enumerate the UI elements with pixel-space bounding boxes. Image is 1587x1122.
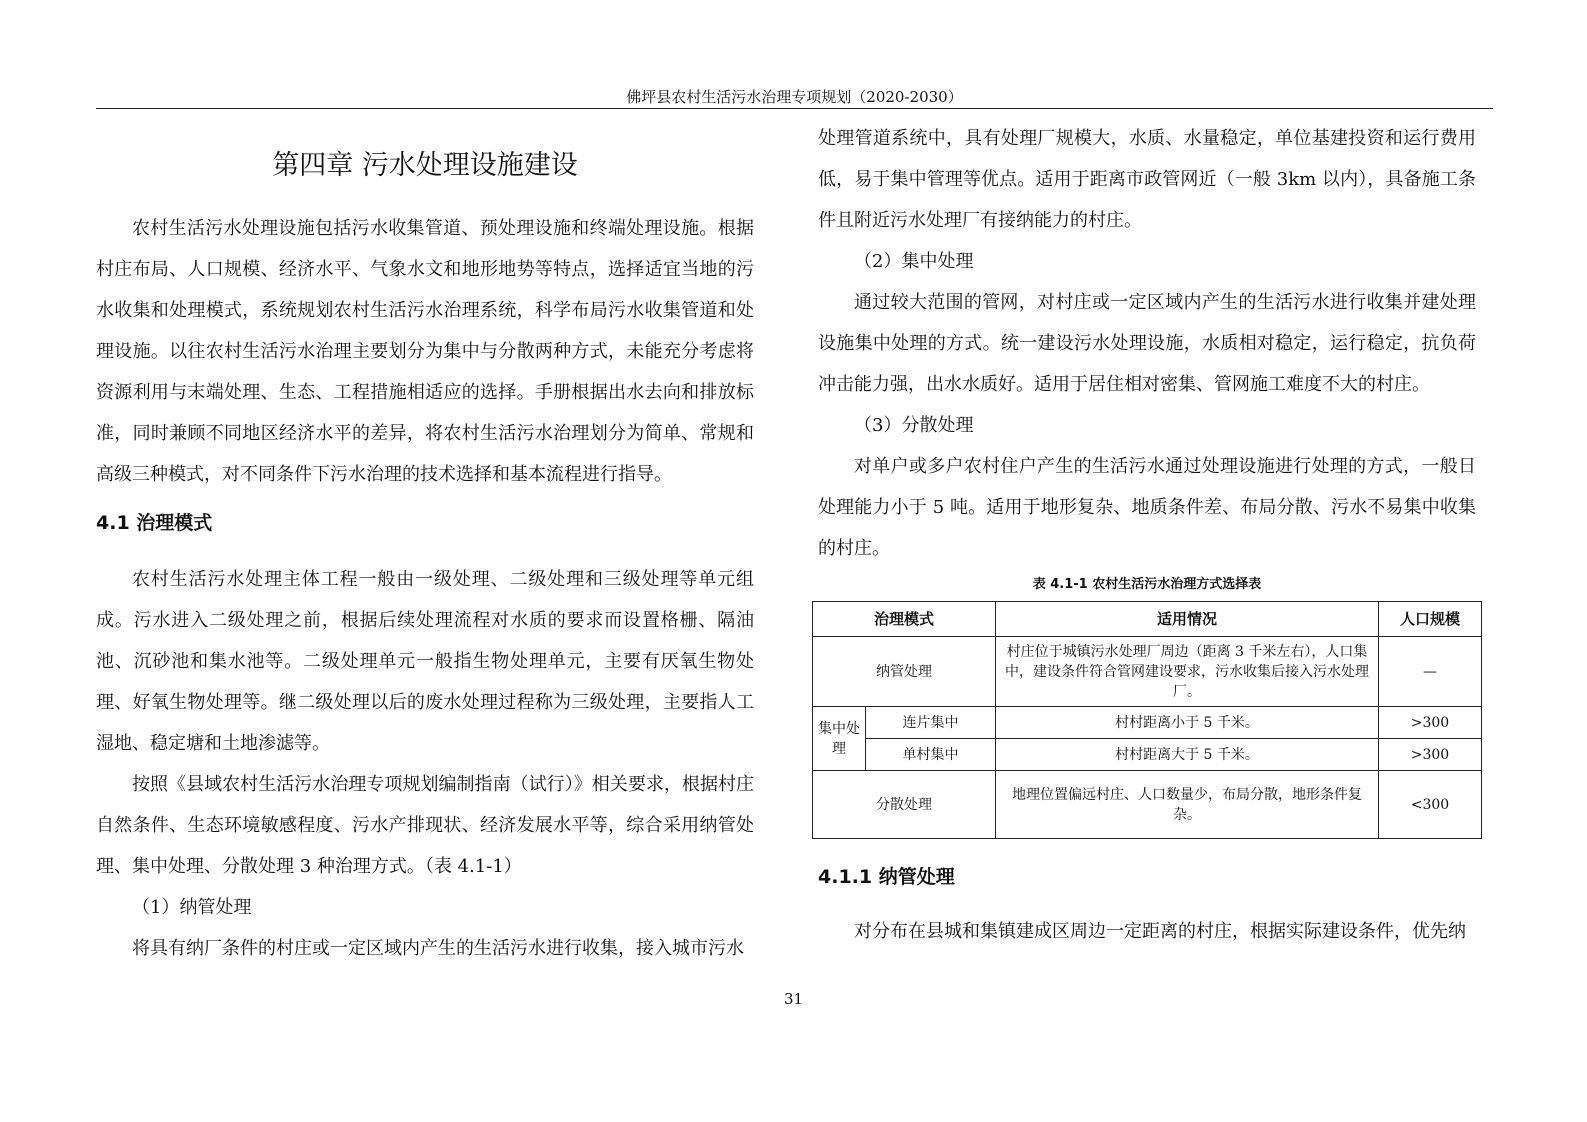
table-row bbox=[813, 771, 1482, 839]
header-condition: 适用情况 bbox=[996, 602, 1379, 637]
units-paragraph: 农村生活污水处理主体工程一般由一级处理、二级处理和三级处理等单元组成。污水进入二级处理之前，根据后续处理流程对水质的要求而设置格栅、隔油池、沉砂池和集水池等。二级处理单元一般指生物处理单元，主要有厌氧生物处理、好氧生物处理等。继二级处理以后的废水处理过程称为三级处理，主要指人工湿地、稳定塘和土地渗滤等。 bbox=[96, 569, 754, 754]
cell-condition: 村村距离小于 5 千米。 bbox=[996, 707, 1379, 739]
cell-condition: 地理位置偏远村庄、人口数量少，布局分散，地形条件复杂。 bbox=[996, 771, 1379, 839]
right-column bbox=[818, 112, 1476, 952]
table-caption: 表 4.1-1 农村生活污水治理方式选择表 bbox=[1032, 577, 1262, 592]
fensan-paragraph: 对单户或多户农村住户产生的生活污水通过处理设施进行处理的方式，一般日处理能力小于 5 吨。适用于地形复杂、地质条件差、布局分散、污水不易集中收集的村庄。 bbox=[818, 456, 1476, 559]
table-row bbox=[813, 739, 1482, 771]
cell-population: >300 bbox=[1379, 739, 1482, 771]
intro-paragraph: 农村生活污水处理设施包括污水收集管道、预处理设施和终端处理设施。根据村庄布局、人口规模、经济水平、气象水文和地形地势等特点，选择适宜当地的污水收集和处理模式，系统规划农村生活污水治理系统，科学布局污水收集管道和处理设施。以往农村生活污水治理主要划分为集中与分散两种方式，未能充分考虑将资源利用与末端处理、生态、工程措施相适应的选择。手册根据出水去向和排放标准，同时兼顾不同地区经济水平的差异，将农村生活污水治理划分为简单、常规和高级三种模式，对不同条件下污水治理的技术选择和基本流程进行指导。 bbox=[96, 218, 754, 485]
cell-mode: 连片集中 bbox=[866, 707, 996, 739]
subheading-nagan: （1）纳管处理 bbox=[132, 897, 252, 918]
nagan-paragraph: 将具有纳厂条件的村庄或一定区域内产生的生活污水进行收集，接入城市污水 bbox=[132, 938, 744, 959]
cell-population: — bbox=[1379, 637, 1482, 707]
cell-mode: 分散处理 bbox=[813, 771, 996, 839]
cell-population: >300 bbox=[1379, 707, 1482, 739]
subheading-jizhong: （2）集中处理 bbox=[854, 251, 974, 272]
running-header: 佛坪县农村生活污水治理专项规划（2020-2030） bbox=[626, 88, 963, 106]
continued-paragraph: 处理管道系统中，具有处理厂规模大，水质、水量稳定，单位基建投资和运行费用低，易于集中管理等优点。适用于距离市政管网近（一般 3km 以内），具备施工条件且附近污水处理厂有接纳能力的村庄。 bbox=[818, 128, 1476, 231]
cell-mode: 单村集中 bbox=[866, 739, 996, 771]
header-population: 人口规模 bbox=[1379, 602, 1482, 637]
page-number: 31 bbox=[783, 990, 804, 1008]
cell-population: <300 bbox=[1379, 771, 1482, 839]
left-column bbox=[96, 112, 754, 969]
chapter-title: 第四章 污水处理设施建设 bbox=[272, 150, 578, 181]
jizhong-paragraph: 通过较大范围的管网，对村庄或一定区域内产生的生活污水进行收集并建处理设施集中处理的方式。统一建设污水处理设施，水质相对稳定，运行稳定，抗负荷冲击能力强，出水水质好。适用于居住相对密集、管网施工难度不大的村庄。 bbox=[818, 292, 1476, 395]
cell-group: 集中处理 bbox=[813, 707, 866, 771]
header-rule bbox=[96, 108, 1493, 109]
cell-mode: 纳管处理 bbox=[813, 637, 996, 707]
subheading-fensan: （3）分散处理 bbox=[854, 415, 974, 436]
section-4-1-1-heading: 4.1.1 纳管处理 bbox=[818, 866, 955, 888]
guide-paragraph: 按照《县域农村生活污水治理专项规划编制指南（试行）》相关要求，根据村庄自然条件、生态环境敏感程度、污水产排现状、经济发展水平等，综合采用纳管处理、集中处理、分散处理 3 种治理方式。（表 4.1-1） bbox=[96, 774, 754, 877]
table-row bbox=[813, 707, 1482, 739]
header-mode: 治理模式 bbox=[813, 602, 996, 637]
treatment-mode-table bbox=[812, 601, 1482, 839]
table-row bbox=[813, 637, 1482, 707]
cell-condition: 村庄位于城镇污水处理厂周边（距离 3 千米左右），人口集中，建设条件符合管网建设要求，污水收集后接入污水处理厂。 bbox=[996, 637, 1379, 707]
cell-condition: 村村距离大于 5 千米。 bbox=[996, 739, 1379, 771]
section-4-1-heading: 4.1 治理模式 bbox=[96, 512, 213, 534]
table-header-row bbox=[813, 602, 1482, 637]
para-4-1-1: 对分布在县城和集镇建成区周边一定距离的村庄，根据实际建设条件，优先纳 bbox=[854, 921, 1466, 942]
